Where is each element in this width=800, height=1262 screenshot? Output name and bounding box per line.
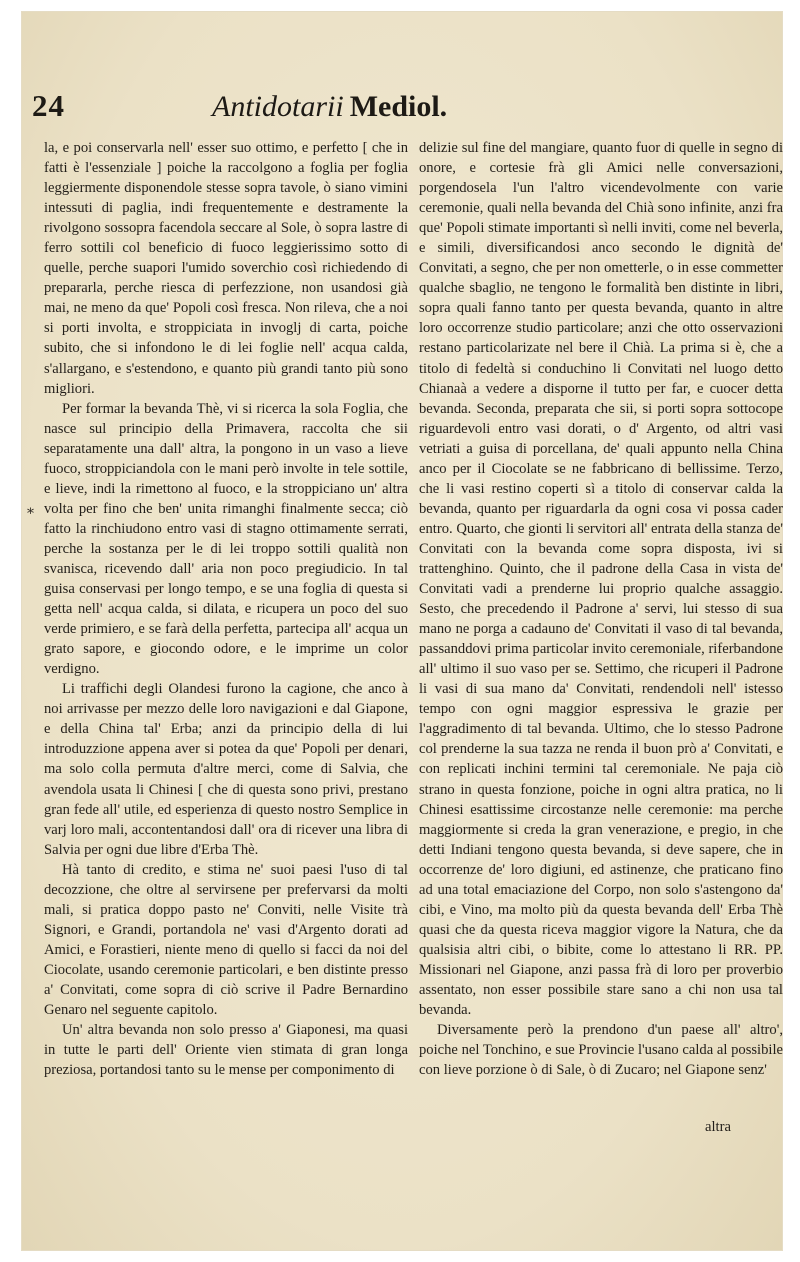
paragraph: la, e poi conservarla nell' esser suo ottimo, e perfetto [ che in fatti è l'essenziale ] poiche la raccolgono a foglia per foglia leggiermente disponendole stesse sopra tavole, ò siano vimini intessuti di paglia, indi frequentemente e destramente la rivolgono sossopra facendola seccare al Sole, ò sopra lastre di ferro sottili col beneficio di fuoco leggierissimo sotto di quelle, perche suapori l'umido soverchio così richiedendo di prepararla, perche riesca di perfezzione, non usandosi già mai, ne meno da que' Popoli così fresca. Non rileva, che a noi si porti involta, e stroppiciata in invoglj di carta, poiche subito, che si infondono le di lei foglie nell' acqua calda, s'allargano, e s'estendono, e quanto più grandi tanto più sono migliori. xyxy=(44,140,408,397)
paragraph: Li traffichi degli Olandesi furono la cagione, che anco à noi arrivasse per mezzo delle loro navigazioni e dal Giapone, e della China tal' Erba; anzi da principio della di lui introduzzione appena aver si potea da que' Popoli per denari, ma solo colla permuta d'altre merci, come di Salvia, che avendola usata li Chinesi [ che di questa sono privi, prestano gran fede all' utile, ed esperienza di questo nostro Semplice in varj loro mali, accontentandosi dall' ora di ricever una libra di Salvia per ogni due libre d'Erba Thè. xyxy=(44,681,408,858)
right-column xyxy=(419,138,783,1080)
paragraph: Per formar la bevanda Thè, vi si ricerca la sola Foglia, che nasce sul principio della Primavera, raccolta che sii separatamente una dall' altra, la pongono in un vaso a lieve fuoco, stroppiciandola con le mani però involte in tele sottile, e lieve, indi la rimettono al fuoco, e la stroppiciano un' altra volta per fino che ben' unita rimanghi finalmente secca; ciò fatto la rinchiudono entro vasi di stagno ottimamente serrati, perche la sostanza per le di lei troppo sottili qualità non svanisca, ricevendo dall' aria non poco pregiudicio. In tal guisa conservasi per longo tempo, e se una foglia di questa si getta nell' acqua calda, si dilata, e ricupera un poco del suo verde primiero, e se farà della perfetta, partecipa all' acqua un grato sapore, e giocondo odore, e le imprime un color verdigno. xyxy=(44,400,408,678)
paragraph: Un' altra bevanda non solo presso a' Giaponesi, ma quasi in tutte le parti dell' Oriente vien stimata di gran longa preziosa, portandosi tanto su le mense per componimento di xyxy=(44,1022,408,1079)
catchword: altra xyxy=(705,1119,731,1135)
running-header xyxy=(22,88,762,124)
left-column xyxy=(44,138,408,1080)
paragraph: Diversamente però la prendono d'un paese all' altro', poiche nel Tonchino, e sue Provincie l'usano calda al possibile con lieve porzione ò di Sale, ò di Zucaro; nel Giapone senz' xyxy=(419,1022,783,1079)
running-title-city: Mediol. xyxy=(349,90,448,123)
paragraph: delizie sul fine del mangiare, quanto fuor di quelle in segno di onore, e cortesie frà gli Amici nelle conversazioni, porgendosela l'un l'altro vicendevolmente con varie ceremonie, quali nella bevanda del Chià sono infinite, anzi fra que' Popoli stimate importanti sì nelli inviti, come nel beverla, e simili, diversificandosi anco secondo le dignità de' Convitati, a segno, che per non ometterle, o in esse commetter qualche sbaglio, ne tengono le formalità ben distinte in libri, sopra quali fanno tanto per questa bevanda, quanto in altre loro occorrenze studio particolare; anzi che otto osservazioni restano particolarizate nel bere il Chià. La prima si è, che a titolo di fedeltà si conduchino li Convitati nel luogo detto Chianaà a vedere a disporne il tutto per far, e cuocer detta bevanda. Seconda, preparata che sii, si porti sopra sottocope riguardevoli entro vasi dorati, o d' Argento, od altri vasi vetriati a guisa di porcellana, de' quali appunto nella China anco per il Ciocolate se ne fabbricano di bellissime. Terzo, che li vasi restino coperti sì a titolo di conservar calda la bevanda, quanto per riguardarla da ogni cosa vi possa cader entro. Quarto, che gionti li servitori all' entrata della stanza de' Convitati con la bevanda come sopra disposta, ivi si trattenghino. Quinto, che il padrone della Casa in vista de' Convitati vadi a prenderne lui proprio qualche assaggio. Sesto, che precedendo il Padrone a' servi, lui stesso di sua mano ne porga a cadauno de' Convitati il vaso di tal bevanda, passanddovi prima particolar invito ceremoniale, riferbandone all' ultimo il suo vaso per se. Settimo, che ricuperi il Padrone li vasi di sua mano da' Convitati, rendendoli nell' istesso tempo con ogni maggior espressiva le grazie per l'aggradimento di tal bevanda. Ultimo, che lo stesso Padrone col prenderne la sua tazza ne renda il buon prò a' Convitati, e con replicati inchini termini tal ceremoniale. Ne paja ciò strano in questa fonzione, poiche in ogni altra pratica, no li Chinesi esattissime circostanze nelle ceremonie: ma perche maggiormente si creda la gran venerazione, e pregio, in che detti Indiani tengono questa bevanda, si deve sapere, che in occorrenze de' loro digiuni, ed astinenze, che praticano fino ad una total emaciazione del Corpo, non solo s'astengono da' cibi, e Vino, ma molto più da questa bevanda dell' Erba Thè quasi che da questa riceva maggior vigore la Natura, che da qualsisia altri cibi, o bibite, come lo attestano li RR. PP. Missionari nel Giapone, anzi passa frà di loro per proverbio assentato, non esser possibile stare sano a chi non usa tal bevanda. xyxy=(419,140,783,1019)
running-title xyxy=(212,90,447,124)
paragraph: Hà tanto di credito, e stima ne' suoi paesi l'uso di tal decozzione, che oltre al servirsene per prefervarsi da molti mali, si pratica doppo pasto ne' Conviti, nelle Visite trà Signori, e Grandi, portandola ne' vasi d'Argento dorati ad Amici, e Forastieri, niente meno di quello si facci da noi del Ciocolate, usando ceremonie particolari, e ben distinte presso a' Convitati, come sopra di ciò scrive il Padre Bernardino Genaro nel seguente capitolo. xyxy=(44,861,408,1019)
margin-mark: * xyxy=(27,506,34,522)
page-number: 24 xyxy=(32,88,65,123)
running-title-main: Antidotarii xyxy=(212,90,344,123)
